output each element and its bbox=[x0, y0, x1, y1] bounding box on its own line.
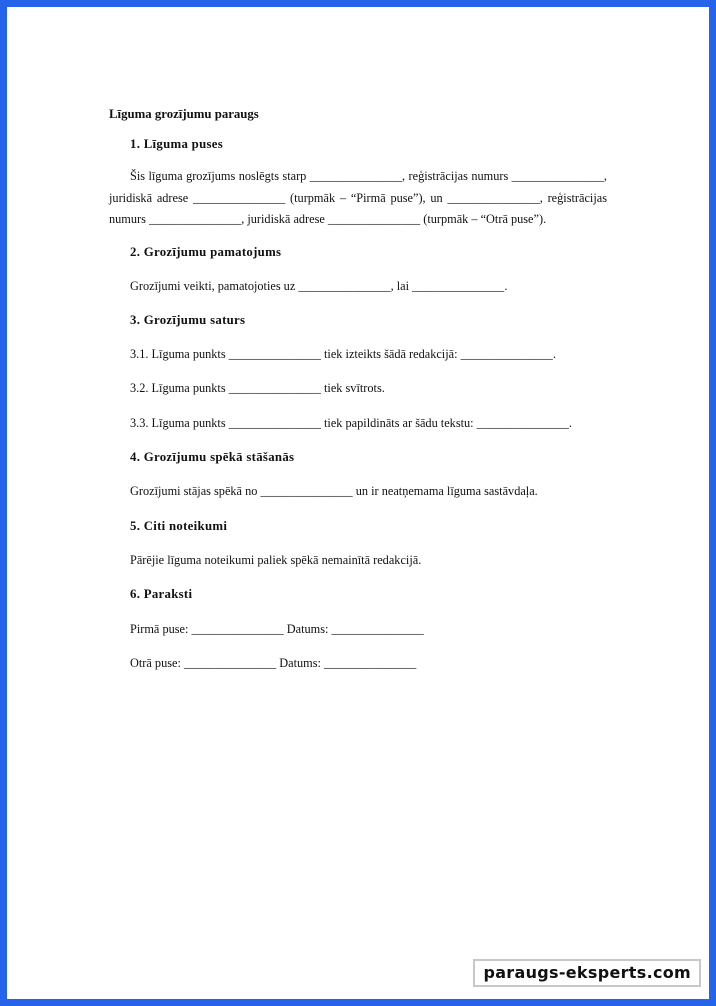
section-heading: 2. Grozījumu pamatojums bbox=[130, 244, 282, 259]
section-heading: 5. Citi noteikumi bbox=[130, 518, 228, 533]
signature-line: Pirmā puse: _______________ Datums: _______________ bbox=[130, 621, 424, 636]
document-title: Līguma grozījumu paraugs bbox=[109, 107, 259, 121]
section-paragraph: 3.3. Līguma punkts _______________ tiek papildināts ar šādu tekstu: _______________. bbox=[130, 415, 572, 430]
document-page bbox=[7, 7, 709, 999]
watermark: paraugs-eksperts.com bbox=[473, 959, 701, 987]
section-paragraph: Grozījumi veikti, pamatojoties uz _______________, lai _______________. bbox=[130, 278, 508, 293]
section-paragraph: Pārējie līguma noteikumi paliek spēkā nemainītā redakcijā. bbox=[130, 552, 422, 567]
section-paragraph: Grozījumi stājas spēkā no _______________ un ir neatņemama līguma sastāvdaļa. bbox=[130, 483, 538, 498]
section-paragraph: 3.1. Līguma punkts _______________ tiek izteikts šādā redakcijā: _______________. bbox=[130, 346, 556, 361]
section-heading: 6. Paraksti bbox=[130, 586, 193, 601]
section-heading: 4. Grozījumu spēkā stāšanās bbox=[130, 449, 295, 464]
signature-line: Otrā puse: _______________ Datums: _______________ bbox=[130, 655, 417, 670]
section-heading: 3. Grozījumu saturs bbox=[130, 312, 246, 327]
section-paragraph: 3.2. Līguma punkts _______________ tiek svītrots. bbox=[130, 380, 385, 395]
section-heading: 1. Līguma puses bbox=[130, 137, 224, 151]
section-paragraph: Šis līguma grozījums noslēgts starp _______________, reģistrācijas numurs _______________, juridiskā adrese _______________ (turpmāk – “Pirmā puse”), un _______________, reģistrācijas numurs _______________, juridiskā adrese _______________ (turpmāk – “Otrā puse”). bbox=[109, 169, 607, 226]
document-body bbox=[109, 107, 607, 676]
